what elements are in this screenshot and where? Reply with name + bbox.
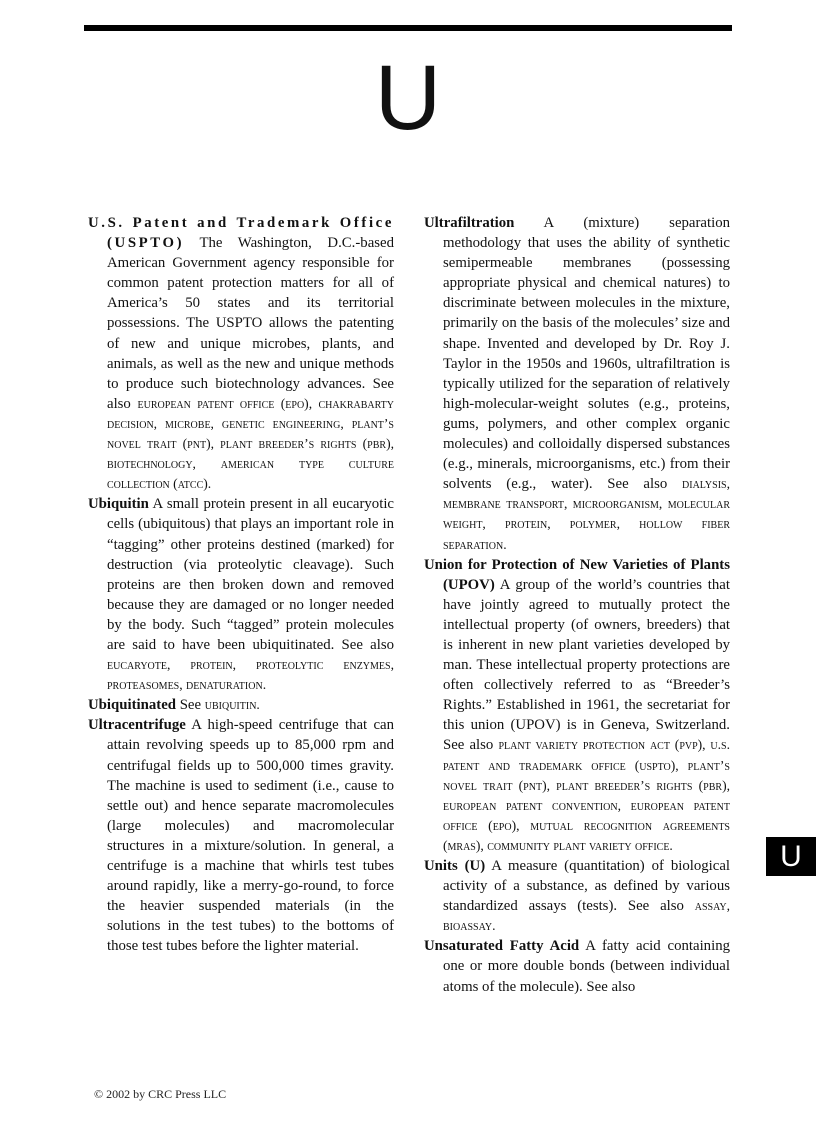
right-column — [424, 213, 730, 997]
entry-text: The Washington, D.C.-based American Government agency responsible for common patent protection matters for all of America’s 50 states and its territorial possessions. The USPTO allows the patenting of new and unique microbes, plants, and animals, as well as the new and unique methods to produce such biotechnology advances. See also — [107, 235, 394, 412]
entry-text: A measure (quantitation) of biological activity of a substance, as defined by various standardized assays (tests). See also — [443, 858, 731, 915]
entry-term: Ultracentrifuge — [88, 717, 186, 734]
thumb-index-tab: U — [766, 837, 816, 876]
entry-upov — [424, 555, 730, 856]
entry-ultrafiltration — [424, 213, 730, 555]
copyright-footer: © 2002 by CRC Press LLC — [94, 1087, 227, 1101]
entry-ubiquitinated — [88, 695, 394, 715]
see-also-refs: ubiquitin. — [204, 697, 260, 713]
entry-term: Ubiquitinated — [88, 697, 176, 714]
see-also-refs: european patent office (epo), chakrabarty decision, microbe, genetic engineering, plant’s novel trait (pnt), plant breeder’s rights (pbr), biotechnology, american type culture collection (atcc). — [107, 395, 395, 492]
entry-text: A group of the world’s countries that have jointly agreed to mutually protect the intellectual property (of owners, breeders) that is inherent in new plant varieties developed by man. These intellectual property protections are often collectively referred to as “Breeder’s Rights.” Established in 1961, the secretariat for this union (UPOV) is in Geneva, Switzerland. See also — [443, 576, 730, 754]
see-also-refs: plant variety protection act (pvp), u.s. patent and trademark office (uspto), plant’s novel trait (pnt), plant breeder’s rights (pbr), european patent convention, european patent office (epo), mutual recognition agreements (mras), community plant variety office. — [443, 737, 730, 853]
left-column — [88, 213, 394, 956]
see-also-refs: assay, bioassay. — [443, 898, 730, 934]
entry-unsaturated-fatty-acid — [424, 936, 730, 996]
entry-text: A small protein present in all eucaryotic cells (ubiquitous) that plays an important role in “tagging” other proteins destined (marked) for destruction (via proteolytic cleavage). Such proteins are then broken down and removed because they are damaged or no longer needed by the body. Such “tagged” protein molecules are said to have been ubiquitinated. See also — [107, 496, 394, 653]
see-also-refs: dialysis, membrane transport, microorganism, molecular weight, protein, polymer, hollow fiber separation. — [443, 476, 730, 552]
entry-ultracentrifuge — [88, 715, 394, 956]
entry-term: Ultrafiltration — [424, 215, 515, 231]
entry-text: A fatty acid containing one or more double bonds (between individual atoms of the molecule). See also — [443, 938, 730, 995]
entry-units — [424, 856, 730, 936]
entry-term: Units (U) — [424, 858, 486, 874]
entry-ubiquitin — [88, 494, 394, 695]
entry-text: See — [176, 697, 205, 714]
entry-text: A high-speed centrifuge that can attain revolving speeds up to 85,000 rpm and centrifugal fields up to 500,000 times gravity. The machine is used to sediment (i.e., cause to settle out) and hence separate macromolecules (large molecules) and macromolecular structures in a mixture/solution. In general, a centrifuge is a machine that whirls test tubes around rapidly, like a merry-go-round, to force the heavier suspended materials (in the solutions in the test tubes) to the bottoms of those test tubes before the lighter material. — [107, 717, 394, 955]
top-rule — [84, 25, 732, 31]
entry-uspto — [88, 213, 394, 494]
entry-term: Union for Protection of New Varieties of Plants (UPOV) — [424, 556, 730, 593]
chapter-letter: U — [374, 47, 442, 149]
entry-text: A (mixture) separation methodology that uses the ability of synthetic semipermeable membranes (possessing appropriate physical and chemical natures) to discriminate between molecules in the mixture, primarily on the basis of the molecules’ size and shape. Invented and developed by Dr. Roy J. Taylor in the 1950s and 1960s, ultrafiltration is typically utilized for the separation of relatively high-molecular-weight solutes (e.g., proteins, gums, polymers, and other complex organic molecules) and colloidally dispersed substances (e.g., minerals, microorganisms, etc.) from their solvents (e.g., water). See also — [443, 215, 730, 493]
see-also-refs: eucaryote, protein, proteolytic enzymes, proteasomes, denaturation. — [107, 657, 394, 693]
entry-term: Unsaturated Fatty Acid — [424, 938, 580, 955]
entry-term: Ubiquitin — [88, 496, 149, 513]
entry-term: U.S. Patent and Trademark Office (USPTO) — [88, 215, 394, 252]
